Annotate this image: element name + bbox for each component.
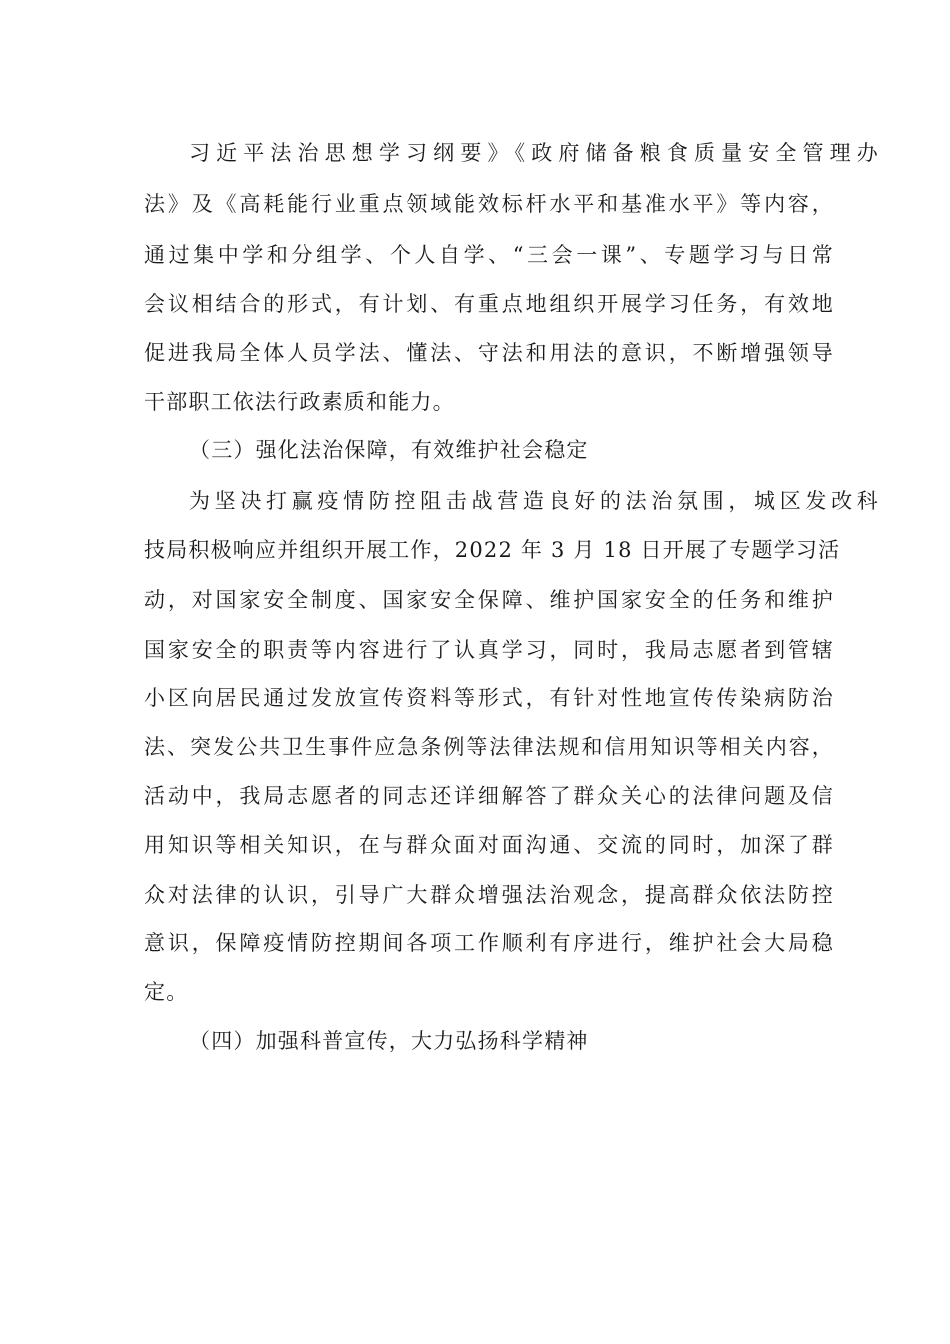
paragraph-2-line-4: 国家安全的职责等内容进行了认真学习，同时，我局志愿者到管辖	[144, 638, 834, 662]
paragraph-1-line-6: 干部职工依法行政素质和能力。	[144, 390, 455, 414]
paragraph-2-line-2: 技局积极响应并组织开展工作，2022 年 3 月 18 日开展了专题学习活	[144, 538, 841, 562]
paragraph-1-line-3: 通过集中学和分组学、个人自学、“三会一课”、专题学习与日常	[144, 243, 834, 267]
paragraph-1-line-5: 促进我局全体人员学法、懂法、守法和用法的意识，不断增强领导	[144, 341, 834, 365]
paragraph-2-line-5: 小区向居民通过发放宣传资料等形式，有针对性地宣传传染病防治	[144, 686, 834, 710]
paragraph-1-line-4: 会议相结合的形式，有计划、有重点地组织开展学习任务，有效地	[144, 292, 834, 316]
paragraph-2-line-3: 动，对国家安全制度、国家安全保障、维护国家安全的任务和维护	[144, 588, 834, 612]
paragraph-1-line-2: 法》及《高耗能行业重点领域能效标杆水平和基准水平》等内容，	[144, 192, 834, 216]
paragraph-2-line-8: 用知识等相关知识，在与群众面对面沟通、交流的同时，加深了群	[144, 833, 834, 857]
paragraph-2-line-1: 为坚决打赢疫情防控阻击战营造良好的法治氛围，城区发改科	[189, 489, 879, 513]
paragraph-2-line-10: 意识，保障疫情防控期间各项工作顺利有序进行，维护社会大局稳	[144, 931, 834, 955]
paragraph-2-line-6: 法、突发公共卫生事件应急条例等法律法规和信用知识等相关内容，	[144, 735, 834, 759]
paragraph-1-line-1: 习近平法治思想学习纲要》《政府储备粮食质量安全管理办	[189, 141, 879, 165]
paragraph-2-line-9: 众对法律的认识，引导广大群众增强法治观念，提高群众依法防控	[144, 883, 834, 907]
section-heading-4: （四）加强科普宣传，大力弘扬科学精神	[189, 1029, 589, 1053]
section-heading-3: （三）强化法治保障，有效维护社会稳定	[189, 438, 589, 462]
paragraph-2-line-7: 活动中，我局志愿者的同志还详细解答了群众关心的法律问题及信	[144, 784, 834, 808]
paragraph-2-line-11: 定。	[144, 980, 189, 1004]
